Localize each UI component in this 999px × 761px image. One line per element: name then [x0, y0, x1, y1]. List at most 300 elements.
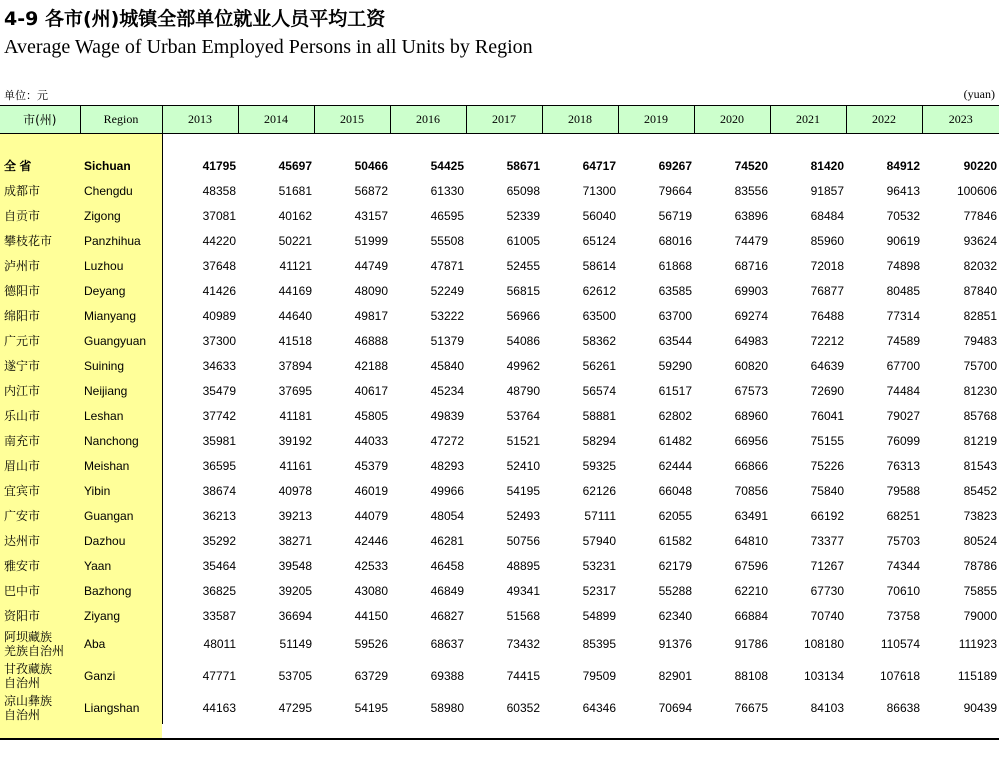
- cell-region: Guangyuan: [80, 328, 162, 353]
- cell-value-2013: 33587: [202, 608, 236, 623]
- cell-value-2021: 76877: [810, 283, 844, 298]
- cell-value-2020: 60820: [734, 358, 768, 373]
- cell-value-2015: 46888: [354, 333, 388, 348]
- cell-value-2022: 74484: [886, 383, 920, 398]
- cell-value-2018: 59325: [582, 458, 616, 473]
- cell-value-2017: 51568: [506, 608, 540, 623]
- cell-value-2021: 76041: [810, 408, 844, 423]
- cell-value-2018: 65124: [582, 233, 616, 248]
- cell-value-2022: 90619: [886, 233, 920, 248]
- cell-value-2017: 58671: [506, 158, 540, 173]
- cell-value-2023: 81543: [963, 458, 997, 473]
- cell-value-2017: 54195: [506, 483, 540, 498]
- table-row: [0, 628, 999, 660]
- cell-value-2015: 42188: [354, 358, 388, 373]
- cell-region: Yaan: [80, 553, 162, 578]
- table-row: [0, 278, 999, 303]
- cell-region: Sichuan: [80, 153, 162, 178]
- cell-value-2013: 47771: [202, 669, 236, 683]
- cell-city: 泸州市: [4, 259, 41, 273]
- cell-value-2023: 85452: [963, 483, 997, 498]
- bottom-rule: [0, 738, 999, 740]
- cell-value-2017: 73432: [506, 637, 540, 651]
- cell-value-2020: 83556: [734, 183, 768, 198]
- cell-value-2016: 46281: [430, 533, 464, 548]
- cell-value-2020: 62210: [734, 583, 768, 598]
- cell-value-2015: 44150: [354, 608, 388, 623]
- cell-value-2023: 75700: [963, 358, 997, 373]
- cell-value-2022: 73758: [886, 608, 920, 623]
- page-title-chinese: 4-9 各市(州)城镇全部单位就业人员平均工资: [4, 8, 386, 30]
- table-row: [0, 428, 999, 453]
- table-row: [0, 578, 999, 603]
- cell-value-2015: 59526: [354, 637, 388, 651]
- cell-value-2019: 61868: [658, 258, 692, 273]
- cell-value-2020: 66866: [734, 458, 768, 473]
- cell-value-2023: 78786: [963, 558, 997, 573]
- cell-value-2019: 62340: [658, 608, 692, 623]
- cell-value-2015: 45379: [354, 458, 388, 473]
- cell-value-2020: 69903: [734, 283, 768, 298]
- cell-value-2018: 57111: [584, 508, 616, 523]
- cell-value-2016: 54425: [430, 158, 464, 173]
- cell-value-2021: 84103: [810, 701, 844, 715]
- cell-value-2019: 62444: [658, 458, 692, 473]
- cell-value-2014: 41161: [279, 458, 312, 473]
- cell-value-2018: 58614: [582, 258, 616, 273]
- header-year-2015: 2015: [314, 106, 390, 134]
- cell-value-2015: 42533: [354, 558, 388, 573]
- cell-value-2020: 68716: [734, 258, 768, 273]
- cell-value-2017: 52410: [506, 458, 540, 473]
- cell-value-2022: 86638: [886, 701, 920, 715]
- cell-value-2015: 44033: [354, 433, 388, 448]
- city-name-line: 凉山彝族: [4, 694, 53, 708]
- header-year-2021: 2021: [770, 106, 846, 134]
- cell-value-2014: 39205: [278, 583, 312, 598]
- cell-value-2016: 49966: [430, 483, 464, 498]
- table-row: [0, 328, 999, 353]
- cell-value-2022: 68251: [886, 508, 920, 523]
- cell-value-2017: 49962: [506, 358, 540, 373]
- cell-city: 绵阳市: [4, 309, 41, 323]
- cell-city: 德阳市: [4, 284, 41, 298]
- cell-value-2013: 35479: [202, 383, 236, 398]
- cell-region: Liangshan: [80, 692, 162, 724]
- cell-value-2021: 64639: [810, 358, 844, 373]
- cell-value-2017: 52339: [506, 208, 540, 223]
- cell-value-2017: 74415: [506, 669, 540, 683]
- cell-region: Yibin: [80, 478, 162, 503]
- table-row: [0, 692, 999, 724]
- cell-city: 成都市: [4, 184, 41, 198]
- cell-value-2015: 42446: [354, 533, 388, 548]
- cell-value-2023: 82851: [963, 308, 997, 323]
- cell-value-2013: 48011: [203, 637, 236, 651]
- cell-value-2018: 85395: [582, 637, 616, 651]
- cell-value-2015: 50466: [354, 158, 388, 173]
- cell-value-2013: 35981: [202, 433, 236, 448]
- cell-value-2018: 57940: [582, 533, 616, 548]
- cell-value-2013: 48358: [202, 183, 236, 198]
- cell-value-2018: 71300: [582, 183, 616, 198]
- cell-value-2021: 103134: [803, 669, 844, 683]
- cell-value-2022: 80485: [886, 283, 920, 298]
- cell-region: Luzhou: [80, 253, 162, 278]
- header-year-2014: 2014: [238, 106, 314, 134]
- cell-value-2021: 91857: [810, 183, 844, 198]
- table-row: [0, 553, 999, 578]
- cell-region: Zigong: [80, 203, 162, 228]
- cell-value-2013: 41795: [202, 158, 236, 173]
- cell-value-2018: 58362: [582, 333, 616, 348]
- cell-value-2023: 73823: [963, 508, 997, 523]
- cell-city: [0, 660, 80, 692]
- cell-value-2015: 51999: [354, 233, 388, 248]
- cell-value-2014: 53705: [278, 669, 312, 683]
- cell-value-2023: 90439: [963, 701, 997, 715]
- cell-value-2014: 38271: [278, 533, 312, 548]
- header-region: Region: [80, 106, 162, 134]
- cell-value-2014: 41518: [278, 333, 312, 348]
- cell-region: Nanchong: [80, 428, 162, 453]
- header-year-2022: 2022: [846, 106, 922, 134]
- cell-value-2023: 75855: [963, 583, 997, 598]
- table-row: [0, 303, 999, 328]
- cell-value-2013: 37300: [202, 333, 236, 348]
- cell-value-2023: 82032: [963, 258, 997, 273]
- cell-value-2021: 66192: [810, 508, 844, 523]
- cell-value-2016: 47871: [430, 258, 464, 273]
- cell-value-2013: 37648: [202, 258, 236, 273]
- cell-value-2017: 65098: [506, 183, 540, 198]
- cell-value-2018: 58881: [582, 408, 616, 423]
- table-row: [0, 453, 999, 478]
- cell-value-2023: 81219: [963, 433, 997, 448]
- header-city: 市(州): [0, 106, 80, 134]
- cell-value-2022: 70532: [886, 208, 920, 223]
- table-row: [0, 660, 999, 692]
- cell-city: 攀枝花市: [4, 234, 53, 248]
- cell-value-2014: 39213: [278, 508, 312, 523]
- cell-value-2013: 41426: [202, 283, 236, 298]
- cell-value-2019: 70694: [658, 701, 692, 715]
- cell-value-2013: 34633: [202, 358, 236, 373]
- cell-value-2016: 52249: [430, 283, 464, 298]
- cell-value-2014: 50221: [278, 233, 312, 248]
- unit-label-english: (yuan): [963, 87, 995, 101]
- cell-value-2022: 84912: [886, 158, 920, 173]
- table-header-row: [0, 106, 999, 134]
- wage-table: [0, 105, 999, 724]
- cell-value-2015: 44079: [354, 508, 388, 523]
- cell-value-2022: 74589: [886, 333, 920, 348]
- cell-value-2015: 49817: [354, 308, 388, 323]
- cell-value-2016: 48054: [430, 508, 464, 523]
- cell-value-2014: 40162: [278, 208, 312, 223]
- table-row: [0, 528, 999, 553]
- cell-value-2014: 45697: [278, 158, 312, 173]
- cell-value-2021: 75840: [810, 483, 844, 498]
- cell-region: Meishan: [80, 453, 162, 478]
- cell-value-2020: 70856: [734, 483, 768, 498]
- cell-value-2018: 63500: [582, 308, 616, 323]
- cell-value-2022: 74344: [886, 558, 920, 573]
- cell-value-2021: 81420: [810, 158, 844, 173]
- cell-value-2020: 66884: [734, 608, 768, 623]
- city-name-line: 阿坝藏族: [4, 630, 53, 644]
- cell-city: 内江市: [4, 384, 41, 398]
- cell-value-2013: 36213: [202, 508, 236, 523]
- cell-city: 宜宾市: [4, 484, 41, 498]
- cell-value-2016: 48293: [430, 458, 464, 473]
- cell-value-2013: 37081: [202, 208, 236, 223]
- cell-city: 全 省: [4, 159, 32, 173]
- table-row: [0, 403, 999, 428]
- cell-city: 资阳市: [4, 609, 41, 623]
- cell-value-2013: 36595: [202, 458, 236, 473]
- cell-city: 广元市: [4, 334, 41, 348]
- cell-value-2023: 80524: [963, 533, 997, 548]
- cell-value-2017: 56966: [506, 308, 540, 323]
- cell-value-2020: 63896: [734, 208, 768, 223]
- cell-value-2019: 82901: [658, 669, 692, 683]
- cell-value-2013: 35464: [202, 558, 236, 573]
- cell-value-2017: 54086: [506, 333, 540, 348]
- cell-value-2015: 43157: [354, 208, 388, 223]
- cell-region: Ziyang: [80, 603, 162, 628]
- cell-value-2019: 63544: [658, 333, 692, 348]
- cell-value-2015: 63729: [354, 669, 388, 683]
- cell-value-2021: 108180: [803, 637, 844, 651]
- cell-value-2016: 46827: [430, 608, 464, 623]
- cell-value-2013: 44220: [202, 233, 236, 248]
- table-row: [0, 353, 999, 378]
- cell-city: 巴中市: [4, 584, 41, 598]
- cell-value-2014: 40978: [278, 483, 312, 498]
- cell-value-2017: 53764: [506, 408, 540, 423]
- city-name-line: 自治州: [4, 676, 41, 690]
- cell-value-2020: 63491: [734, 508, 768, 523]
- table-row: [0, 203, 999, 228]
- cell-value-2014: 41181: [279, 408, 312, 423]
- cell-value-2019: 62802: [658, 408, 692, 423]
- cell-value-2018: 58294: [582, 433, 616, 448]
- cell-city: 南充市: [4, 434, 41, 448]
- cell-value-2018: 62126: [582, 483, 616, 498]
- cell-value-2017: 49341: [506, 583, 540, 598]
- cell-value-2016: 47272: [430, 433, 464, 448]
- cell-value-2022: 76313: [886, 458, 920, 473]
- table-row: [0, 603, 999, 628]
- cell-value-2019: 62179: [658, 558, 692, 573]
- cell-value-2021: 71267: [810, 558, 844, 573]
- cell-value-2017: 51521: [506, 433, 540, 448]
- cell-value-2015: 46019: [354, 483, 388, 498]
- cell-region: Panzhihua: [80, 228, 162, 253]
- cell-value-2021: 67730: [810, 583, 844, 598]
- cell-region: Chengdu: [80, 178, 162, 203]
- cell-value-2016: 45234: [430, 383, 464, 398]
- cell-value-2017: 48790: [506, 383, 540, 398]
- cell-value-2023: 81230: [963, 383, 997, 398]
- cell-value-2014: 41121: [279, 258, 312, 273]
- cell-value-2018: 54899: [582, 608, 616, 623]
- cell-value-2016: 69388: [430, 669, 464, 683]
- cell-value-2015: 45805: [354, 408, 388, 423]
- cell-value-2020: 74479: [734, 233, 768, 248]
- header-year-2013: 2013: [162, 106, 238, 134]
- cell-value-2015: 56872: [354, 183, 388, 198]
- cell-value-2022: 79588: [886, 483, 920, 498]
- cell-value-2016: 53222: [430, 308, 464, 323]
- cell-value-2019: 63700: [658, 308, 692, 323]
- cell-region: Suining: [80, 353, 162, 378]
- cell-value-2023: 90220: [963, 158, 997, 173]
- cell-value-2023: 77846: [963, 208, 997, 223]
- cell-value-2016: 46458: [430, 558, 464, 573]
- cell-value-2019: 66048: [658, 483, 692, 498]
- cell-value-2022: 77314: [886, 308, 920, 323]
- cell-value-2021: 68484: [810, 208, 844, 223]
- cell-value-2021: 72018: [810, 258, 844, 273]
- cell-value-2022: 76099: [886, 433, 920, 448]
- cell-value-2015: 44749: [354, 258, 388, 273]
- cell-value-2018: 79509: [582, 669, 616, 683]
- cell-value-2019: 62055: [658, 508, 692, 523]
- cell-value-2020: 74520: [734, 158, 768, 173]
- cell-value-2018: 56574: [582, 383, 616, 398]
- cell-value-2020: 64983: [734, 333, 768, 348]
- cell-value-2020: 64810: [734, 533, 768, 548]
- cell-region: Neijiang: [80, 378, 162, 403]
- table-row: [0, 178, 999, 203]
- cell-value-2019: 61582: [658, 533, 692, 548]
- cell-value-2016: 46595: [430, 208, 464, 223]
- cell-region: Guangan: [80, 503, 162, 528]
- cell-value-2016: 46849: [430, 583, 464, 598]
- cell-value-2021: 75226: [810, 458, 844, 473]
- cell-value-2014: 39192: [278, 433, 312, 448]
- cell-value-2020: 69274: [734, 308, 768, 323]
- cell-value-2014: 44640: [278, 308, 312, 323]
- cell-region: Aba: [80, 628, 162, 660]
- cell-value-2023: 79483: [963, 333, 997, 348]
- cell-value-2023: 100606: [956, 183, 997, 198]
- cell-value-2018: 52317: [582, 583, 616, 598]
- table-row: [0, 478, 999, 503]
- cell-value-2020: 67573: [734, 383, 768, 398]
- header-year-2018: 2018: [542, 106, 618, 134]
- cell-value-2013: 37742: [202, 408, 236, 423]
- spacer-row: [0, 134, 999, 154]
- cell-city: 眉山市: [4, 459, 41, 473]
- cell-value-2021: 75155: [810, 433, 844, 448]
- cell-value-2014: 44169: [278, 283, 312, 298]
- cell-value-2014: 51149: [279, 637, 312, 651]
- header-year-2016: 2016: [390, 106, 466, 134]
- cell-value-2019: 61517: [658, 383, 692, 398]
- cell-value-2021: 70740: [810, 608, 844, 623]
- cell-value-2020: 66956: [734, 433, 768, 448]
- cell-value-2023: 93624: [963, 233, 997, 248]
- cell-value-2023: 87840: [963, 283, 997, 298]
- cell-value-2017: 52455: [506, 258, 540, 273]
- cell-value-2015: 48090: [354, 283, 388, 298]
- cell-city: 遂宁市: [4, 359, 41, 373]
- table-row: [0, 378, 999, 403]
- cell-city: 广安市: [4, 509, 41, 523]
- cell-value-2014: 39548: [278, 558, 312, 573]
- cell-value-2013: 40989: [202, 308, 236, 323]
- cell-value-2013: 35292: [202, 533, 236, 548]
- cell-value-2014: 37695: [278, 383, 312, 398]
- table-row: [0, 253, 999, 278]
- cell-value-2015: 40617: [354, 383, 388, 398]
- cell-value-2017: 52493: [506, 508, 540, 523]
- cell-value-2015: 43080: [354, 583, 388, 598]
- cell-value-2017: 61005: [506, 233, 540, 248]
- cell-value-2023: 79000: [963, 608, 997, 623]
- cell-value-2019: 69267: [658, 158, 692, 173]
- cell-value-2021: 72212: [810, 333, 844, 348]
- cell-value-2020: 88108: [734, 669, 768, 683]
- cell-value-2020: 67596: [734, 558, 768, 573]
- cell-value-2019: 63585: [658, 283, 692, 298]
- cell-value-2017: 56815: [506, 283, 540, 298]
- cell-value-2017: 48895: [506, 558, 540, 573]
- header-year-2023: 2023: [922, 106, 999, 134]
- cell-value-2020: 76675: [734, 701, 768, 715]
- cell-value-2019: 55288: [658, 583, 692, 598]
- cell-value-2021: 85960: [810, 233, 844, 248]
- city-name-line: 羌族自治州: [4, 644, 65, 658]
- cell-value-2013: 36825: [202, 583, 236, 598]
- cell-value-2022: 70610: [886, 583, 920, 598]
- table-row-total: [0, 153, 999, 178]
- cell-value-2014: 36694: [278, 608, 312, 623]
- cell-value-2014: 37894: [278, 358, 312, 373]
- cell-value-2016: 51379: [430, 333, 464, 348]
- cell-value-2020: 68960: [734, 408, 768, 423]
- table-row: [0, 228, 999, 253]
- table-row: [0, 503, 999, 528]
- cell-value-2019: 61482: [658, 433, 692, 448]
- cell-city: 自贡市: [4, 209, 41, 223]
- cell-region: Mianyang: [80, 303, 162, 328]
- cell-city: 达州市: [4, 534, 41, 548]
- cell-value-2017: 50756: [506, 533, 540, 548]
- cell-value-2022: 110574: [880, 637, 920, 651]
- cell-value-2019: 91376: [658, 637, 692, 651]
- cell-value-2016: 45840: [430, 358, 464, 373]
- header-year-2019: 2019: [618, 106, 694, 134]
- page-title-english: Average Wage of Urban Employed Persons in all Units by Region: [4, 36, 533, 58]
- cell-value-2016: 55508: [430, 233, 464, 248]
- cell-city: [0, 628, 80, 660]
- cell-value-2022: 79027: [886, 408, 920, 423]
- cell-value-2014: 47295: [278, 701, 312, 715]
- cell-region: Bazhong: [80, 578, 162, 603]
- cell-value-2014: 51681: [278, 183, 312, 198]
- cell-value-2022: 74898: [886, 258, 920, 273]
- cell-region: Dazhou: [80, 528, 162, 553]
- cell-city: 雅安市: [4, 559, 41, 573]
- cell-value-2016: 68637: [430, 637, 464, 651]
- cell-value-2018: 64346: [582, 701, 616, 715]
- cell-value-2022: 96413: [886, 183, 920, 198]
- cell-value-2022: 67700: [886, 358, 920, 373]
